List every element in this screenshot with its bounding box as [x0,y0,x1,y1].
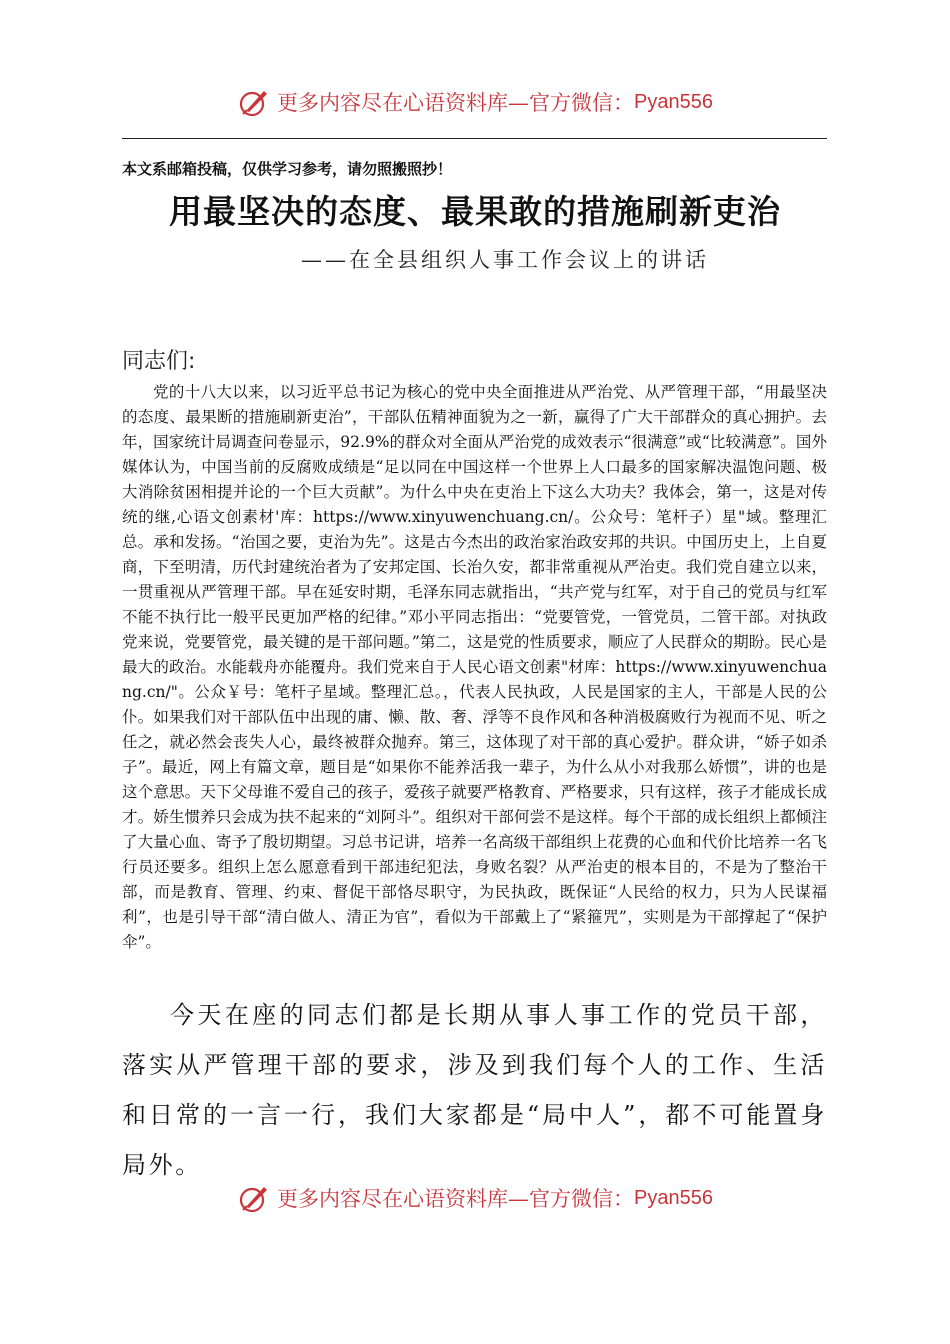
quill-logo-icon [237,85,271,119]
greeting: 同志们: [122,349,196,374]
large-paragraph: 今天在座的同志们都是长期从事人事工作的党员干部，落实从严管理干部的要求，涉及到我们每个人的工作、生活和日常的一言一行，我们大家都是“局中人”，都不可能置身局外。 [122,1001,827,1179]
submission-notice: 本文系邮箱投稿，仅供学习参考，请勿照搬照抄！ [122,160,453,178]
banner-wechat-id: Pyan556 [634,1186,713,1209]
footer-watermark-banner [0,1178,950,1218]
document-subtitle: ——在全县组织人事工作会议上的讲话 [301,248,709,272]
banner-text: 更多内容尽在心语资料库—官方微信： [277,1187,635,1211]
header-watermark-banner [0,82,950,122]
banner-text: 更多内容尽在心语资料库—官方微信： [277,91,635,115]
document-title: 用最坚决的态度、最果敢的措施刷新吏治 [169,192,781,231]
body-paragraph: 党的十八大以来，以习近平总书记为核心的党中央全面推进从严治党、从严管理干部，“用最坚决的态度、最果断的措施刷新吏治”，干部队伍精神面貌为之一新，赢得了广大干部群众的真心拥护。去年，国家统计局调查问卷显示，92.9%的群众对全面从严治党的成效表示“很满意”或“比较满意”。国外媒体认为，中国当前的反腐败成绩是“足以同在中国这样一个世界上人口最多的国家解决温饱问题、极大消除贫困相提并论的一个巨大贡献”。为什么中央在吏治上下这么大功夫？我体会，第一，这是对传统的继,心语文创素材'库：https://www.xinyuwenchuang.cn/。公众号：笔杆子）星"域。整理汇总。承和发扬。“治国之要，吏治为先”。这是古今杰出的政治家治政安邦的共识。中国历史上，上自夏商，下至明清，历代封建统治者为了安邦定国、长治久安，都非常重视从严治吏。我们党自建立以来，一贯重视从严管理干部。早在延安时期，毛泽东同志就指出，“共产党与红军，对于自己的党员与红军不能不执行比一般平民更加严格的纪律。”邓小平同志指出：“党要管党，一管党员，二管干部。对执政党来说，党要管党，最关键的是干部问题。”第二，这是党的性质要求，顺应了人民群众的期盼。民心是最大的政治。水能载舟亦能覆舟。我们党来自于人民心语文创素"材库：https://www.xinyuwenchuang.cn/"。公众￥号：笔杆子星域。整理汇总。，代表人民执政，人民是国家的主人，干部是人民的公仆。如果我们对干部队伍中出现的庸、懒、散、奢、浮等不良作风和各种消极腐败行为视而不见、听之任之，就必然会丧失人心，最终被群众抛弃。第三，这体现了对干部的真心爱护。群众讲，“娇子如杀子”。最近，网上有篇文章，题目是“如果你不能养活我一辈子，为什么从小对我那么娇惯”，讲的也是这个意思。天下父母谁不爱自己的孩子，爱孩子就要严格教育、严格要求，只有这样，孩子才能成长成才。娇生惯养只会成为扶不起来的“刘阿斗”。组织对干部何尝不是这样。每个干部的成长组织上都倾注了大量心血、寄予了殷切期望。习总书记讲，培养一名高级干部组织上花费的心血和代价比培养一名飞行员还要多。组织上怎么愿意看到干部违纪犯法，身败名裂？从严治吏的根本目的，不是为了整治干部，而是教育、管理、约束、督促干部恪尽职守，为民执政，既保证“人民给的权力，只为人民谋福利”，也是引导干部“清白做人、清正为官”，看似为干部戴上了“紧箍咒”，实则是为干部撑起了“保护伞”。 [122,383,827,951]
banner-wechat-id: Pyan556 [634,90,713,113]
quill-logo-icon [237,1181,271,1215]
header-divider [122,138,827,139]
